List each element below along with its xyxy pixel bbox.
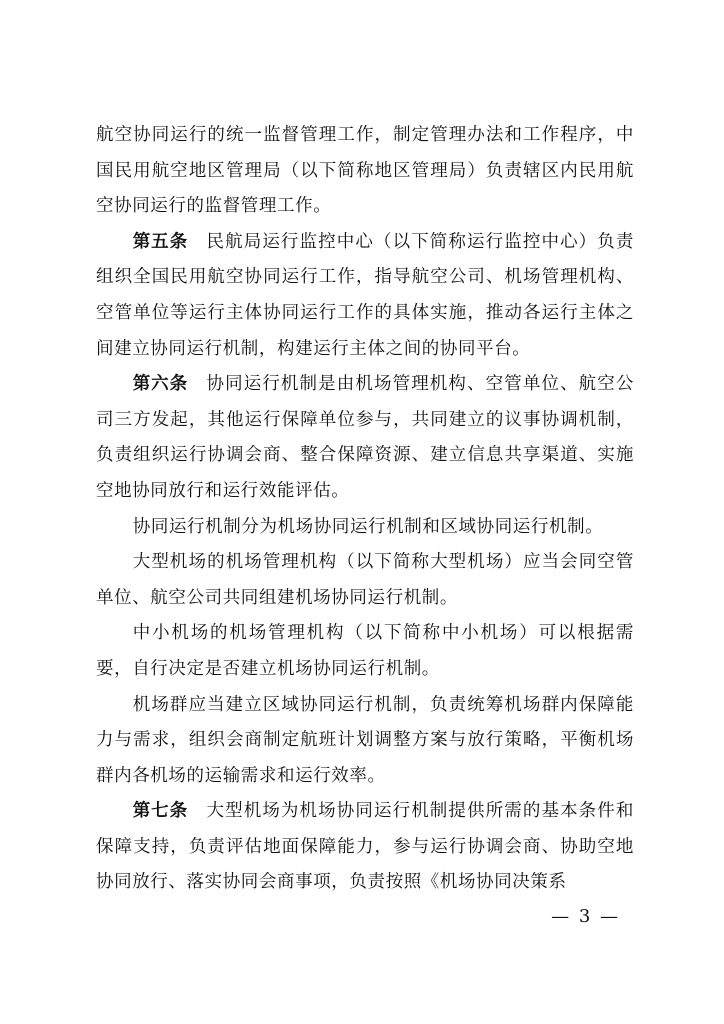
- document-body: [96, 118, 634, 901]
- paragraph-article-7: [96, 794, 634, 901]
- paragraph: 协同运行机制分为机场协同运行机制和区域协同运行机制。: [132, 516, 604, 537]
- paragraph-text: 大型机场为机场协同运行机制提供所需的基本条件和保障支持，负责评估地面保障能力，参与运行协调会商、协助空地协同放行、落实协同会商事项，负责按照《机场协同决策系: [96, 801, 634, 893]
- paragraph-article-5: [96, 225, 634, 367]
- paragraph-continuation: 航空协同运行的统一监督管理工作，制定管理办法和工作程序，中国民用航空地区管理局（以下简称地区管理局）负责辖区内民用航空协同运行的监督管理工作。: [96, 125, 634, 217]
- paragraph: 机场群应当建立区域协同运行机制，负责统筹机场群内保障能力与需求，组织会商制定航班计划调整方案与放行策略，平衡机场群内各机场的运输需求和运行效率。: [96, 694, 634, 786]
- paragraph-text: 协同运行机制是由机场管理机构、空管单位、航空公司三方发起，其他运行保障单位参与，共同建立的议事协调机制，负责组织运行协调会商、整合保障资源、建立信息共享渠道、实施空地协同放行和运行效能评估。: [96, 374, 634, 501]
- article-heading: 第五条: [132, 231, 188, 252]
- paragraph: 大型机场的机场管理机构（以下简称大型机场）应当会同空管单位、航空公司共同组建机场协同运行机制。: [96, 552, 634, 608]
- paragraph-article-6: [96, 367, 634, 509]
- page-number: — 3 —: [551, 906, 620, 927]
- paragraph: 中小机场的机场管理机构（以下简称中小机场）可以根据需要，自行决定是否建立机场协同运行机制。: [96, 623, 634, 679]
- article-heading: 第六条: [132, 374, 188, 395]
- paragraph-text: 民航局运行监控中心（以下简称运行监控中心）负责组织全国民用航空协同运行工作，指导航空公司、机场管理机构、空管单位等运行主体协同运行工作的具体实施，推动各运行主体之间建立协同运行机制，构建运行主体之间的协同平台。: [96, 231, 634, 359]
- article-heading: 第七条: [132, 801, 188, 822]
